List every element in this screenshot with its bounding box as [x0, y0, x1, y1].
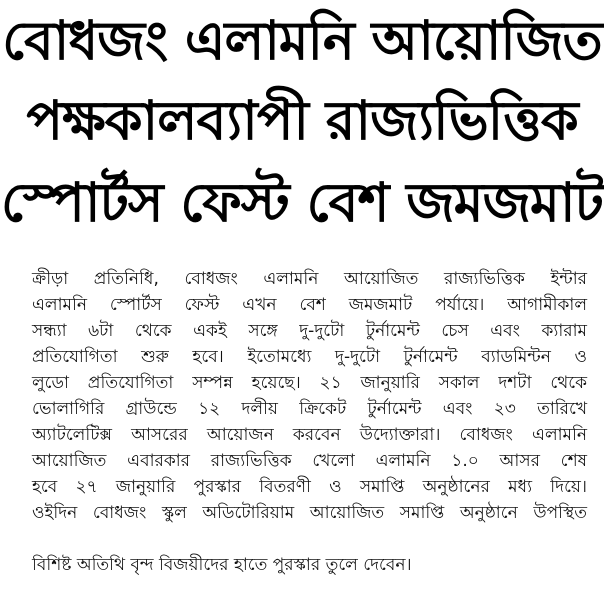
article-line: ভোলাগিরি গ্রাউন্ডে ১২ দলীয় ক্রিকেট টুর্নামেন্ট এবং ২৩ তারিখে [32, 399, 587, 419]
article-line: অ্যাটলেটিক্স আসরের আয়োজন করবেন উদ্যোক্তারা। বোধজং এলামনি [32, 425, 587, 445]
article-line: আয়োজিত এবারকার রাজ্যভিত্তিক খেলো এলামনি ১.০ আসর শেষ [32, 451, 587, 471]
article-line: সন্ধ্যা ৬টা থেকে একই সঙ্গে দু-দুটো টুর্নামেন্ট চেস এবং ক্যারাম [32, 321, 587, 341]
article-line: এলামনি স্পোর্টস ফেস্ট এখন বেশ জমজমাট পর্যায়ে। আগামীকাল [32, 295, 587, 315]
headline-line-3: স্পোর্টস ফেস্ট বেশ জমজমাট [1, 171, 603, 234]
article-line: লুডো প্রতিযোগিতা সম্পন্ন হয়েছে। ২১ জানুয়ারি সকাল দশটা থেকে [32, 373, 587, 393]
article-line: ওইদিন বোধজং স্কুল অডিটোরিয়াম আয়োজিত সমাপ্তি অনুষ্ঠানে উপস্থিত [32, 503, 587, 523]
article-line: বিশিষ্ট অতিথি বৃন্দ বিজয়ীদের হাতে পুরস্কার তুলে দেবেন। [32, 555, 412, 575]
headline-line-2: পক্ষকালব্যাপী রাজ্যভিত্তিক [26, 89, 578, 152]
article-line: হবে ২৭ জানুয়ারি পুরস্কার বিতরণী ও সমাপ্তি অনুষ্ঠানের মধ্য দিয়ে। [32, 477, 587, 497]
headline-line-1: বোধজং এলামনি আয়োজিত [2, 9, 602, 72]
article-line: ক্রীড়া প্রতিনিধি, বোধজং এলামনি আয়োজিত রাজ্যভিত্তিক ইন্টার [32, 269, 587, 289]
article-line: প্রতিযোগিতা শুরু হবে। ইতোমধ্যে দু-দুটো টুর্নামেন্ট ব্যাডমিন্টন ও [32, 347, 587, 367]
